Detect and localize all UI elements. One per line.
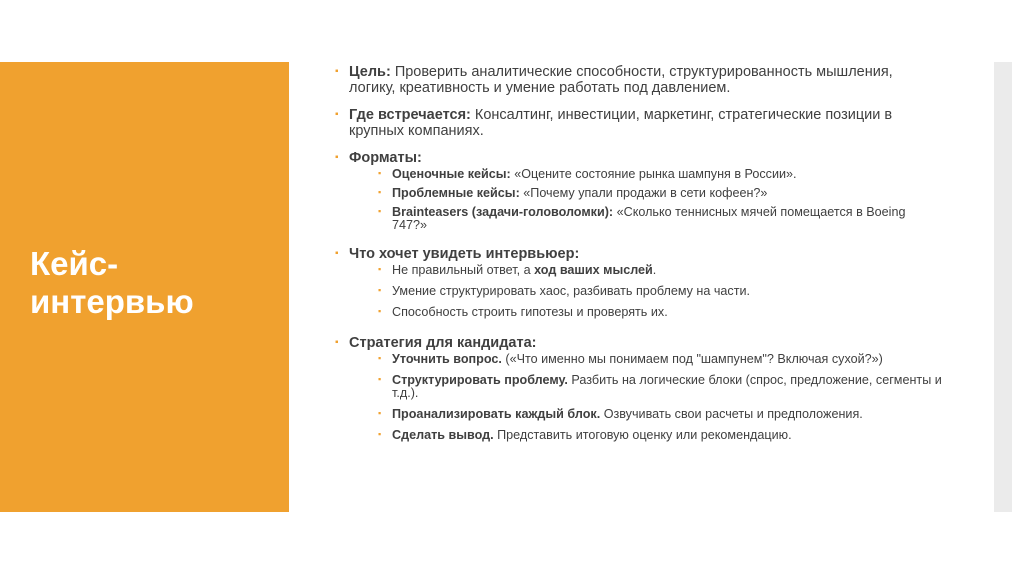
sub-bullet-icon: ▪ — [378, 264, 382, 274]
sub-item-text: Способность строить гипотезы и проверять их. — [392, 305, 668, 319]
sub-bullet-icon: ▪ — [378, 206, 382, 216]
sub-item-text: Представить итоговую оценку или рекомендацию. — [493, 428, 792, 442]
sub-item — [376, 306, 943, 319]
sub-item-label: Проанализировать каждый блок. — [392, 407, 601, 421]
bullet-icon: ▪ — [335, 337, 339, 348]
sub-item-label: Проблемные кейсы: — [392, 186, 520, 200]
sub-bullet-icon: ▪ — [378, 306, 382, 316]
bullet-icon: ▪ — [335, 248, 339, 259]
list-item-strategy — [333, 335, 943, 442]
sub-item-label: ход ваших мыслей — [534, 263, 653, 277]
sub-bullet-icon: ▪ — [378, 374, 382, 384]
slide-title-line-1: Кейс- — [30, 245, 119, 282]
item-label: Где встречается: — [349, 107, 471, 123]
sub-item-text: «Почему упали продажи в сети кофеен?» — [519, 186, 768, 200]
sub-list — [349, 264, 943, 319]
list-item-where — [333, 107, 943, 139]
sub-item — [376, 353, 943, 366]
sub-item-text: Разбить на логические блоки (спрос, предложение, сегменты и т.д.). — [392, 373, 942, 400]
item-text: Проверить аналитические способности, структурированность мышления, логику, креативность и умение работать под давлением. — [349, 64, 893, 96]
sub-item — [376, 429, 943, 442]
slide-title — [30, 245, 270, 321]
list-item-goal — [333, 64, 943, 96]
item-label: Форматы: — [349, 150, 422, 166]
sub-item-label: Оценочные кейсы: — [392, 167, 511, 181]
sub-item-text: Умение структурировать хаос, разбивать проблему на части. — [392, 284, 751, 298]
side-strip — [994, 62, 1012, 512]
sub-item-text: . — [652, 263, 657, 277]
sub-item-text: Не правильный ответ, а — [392, 263, 535, 277]
item-label: Цель: — [349, 64, 391, 80]
sub-list — [349, 168, 943, 232]
sub-bullet-icon: ▪ — [378, 285, 382, 295]
sub-bullet-icon: ▪ — [378, 353, 382, 363]
sub-bullet-icon: ▪ — [378, 408, 382, 418]
slide-title-line-2: интервью — [30, 283, 194, 320]
sub-item-text: («Что именно мы понимаем под "шампунем"? Включая сухой?») — [501, 352, 883, 366]
bullet-icon: ▪ — [335, 109, 339, 120]
sub-item-text: «Оцените состояние рынка шампуня в России». — [510, 167, 797, 181]
sub-item-label: Уточнить вопрос. — [392, 352, 502, 366]
sub-item — [376, 285, 943, 298]
bullet-icon: ▪ — [335, 152, 339, 163]
sub-item-label: Структурировать проблему. — [392, 373, 568, 387]
sub-list — [349, 353, 943, 442]
item-label: Что хочет увидеть интервьюер: — [349, 246, 580, 262]
sub-item — [376, 187, 943, 200]
bullet-icon: ▪ — [335, 66, 339, 77]
sub-item — [376, 374, 943, 400]
sub-item — [376, 264, 943, 277]
bullet-list — [333, 64, 943, 442]
list-item-interviewer — [333, 246, 943, 319]
list-item-formats — [333, 150, 943, 232]
bullet-content — [333, 64, 943, 448]
sub-item — [376, 206, 943, 232]
sub-item-text: «Сколько теннисных мячей помещается в Boeing 747?» — [392, 205, 906, 232]
sub-bullet-icon: ▪ — [378, 429, 382, 439]
item-label: Стратегия для кандидата: — [349, 335, 537, 351]
sub-item-label: Сделать вывод. — [392, 428, 494, 442]
sub-item — [376, 168, 943, 181]
sub-item — [376, 408, 943, 421]
sub-bullet-icon: ▪ — [378, 168, 382, 178]
sub-item-text: Озвучивать свои расчеты и предположения. — [600, 407, 863, 421]
sub-item-label: Brainteasers (задачи-головоломки): — [392, 205, 614, 219]
sub-bullet-icon: ▪ — [378, 187, 382, 197]
item-text: Консалтинг, инвестиции, маркетинг, стратегические позиции в крупных компаниях. — [349, 107, 893, 139]
